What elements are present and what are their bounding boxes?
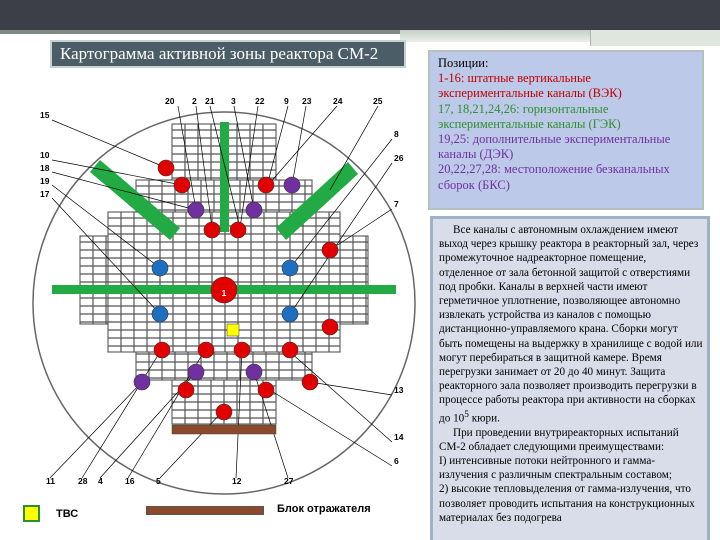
vek-channel <box>258 382 274 398</box>
description-p1-sup: 5 <box>464 409 469 420</box>
positions-legend <box>428 50 704 210</box>
label-4: 4 <box>98 476 103 486</box>
label-25: 25 <box>373 96 383 106</box>
label-11: 11 <box>46 476 55 486</box>
vek-channel <box>230 222 246 238</box>
vek-channel <box>322 242 338 258</box>
description-paragraph-1 <box>439 223 703 426</box>
vek-channel <box>258 177 274 193</box>
bks-position <box>282 260 298 276</box>
label-16: 16 <box>125 476 135 486</box>
slide-title: Картограмма активной зоны реактора СМ-2 <box>50 40 406 68</box>
positions-vek: 1-16: штатные вертикальные экспериментальные каналы (ВЭК) <box>438 71 622 101</box>
label-23: 23 <box>302 96 312 106</box>
positions-gek: 17, 18,21,24,26: горизонтальные экспериментальные каналы (ГЭК) <box>438 101 621 131</box>
dek-channel <box>188 364 204 380</box>
bottom-labels <box>46 476 294 486</box>
label-28: 28 <box>78 476 88 486</box>
bks-position <box>152 260 168 276</box>
leader-line <box>268 106 337 185</box>
description-panel <box>430 216 710 540</box>
reflector-legend-swatch <box>146 506 264 515</box>
description-list-item-1: I) интенсивные потоки нейтронного и гамма-излучения с различным спектральным составом; <box>439 454 672 482</box>
dek-channel <box>284 177 300 193</box>
leader-line <box>270 390 392 466</box>
description-p1-text: Все каналы с автономным охлаждением имеют выход через крышку реактора в реакторный зал, через промежуточное надреакторное помещение, отделенное от зала бетонной защитой с отверстиями под пробки. Каналы в верхней части имеют герметичное уплотнение, позволяющее автономно извлекать устройства из каналов с помощью дистанционно-управляемого крана. Сборки могут быть помещены на выдержку в хранилище с водой или могут перебираться в защитной камере. Время перегрузки занимает от 20 до 40 минут. Защита реакторного зала позволяет производить перегрузки в процессе работы реактора при активности на сборках до 10 <box>439 224 703 425</box>
label-3: 3 <box>231 96 236 106</box>
leader-line <box>292 106 306 185</box>
bks-position <box>282 306 298 322</box>
label-12: 12 <box>232 476 242 486</box>
fuel-assembly-legend-swatch <box>23 505 40 522</box>
label-9: 9 <box>284 96 289 106</box>
bks-position <box>152 306 168 322</box>
reflector-block-bottom <box>172 425 276 434</box>
vek-channel <box>216 404 232 420</box>
vek-channel <box>158 160 174 176</box>
label-21: 21 <box>205 96 215 106</box>
description-p1-end: кюри. <box>468 412 500 425</box>
positions-heading: Позиции: <box>438 56 489 70</box>
label-22: 22 <box>255 96 265 106</box>
dek-channel <box>246 202 262 218</box>
vek-channel <box>282 342 298 358</box>
label-24: 24 <box>333 96 343 106</box>
vek-channel <box>174 177 190 193</box>
vek-channel <box>322 319 338 335</box>
leader-line <box>290 352 392 442</box>
positions-bks: 20,22,27,28: местоположение безканальных сборок (БКС) <box>438 162 670 192</box>
leader-line <box>50 382 142 478</box>
label-15: 15 <box>40 110 50 120</box>
left-labels <box>40 110 50 199</box>
center-channel-label: 1 <box>221 288 227 298</box>
dek-channel <box>134 374 150 390</box>
description-paragraph-2: При проведении внутриреакторных испытаний СМ-2 обладает следующими преимуществами: <box>439 426 679 453</box>
description-list-item-2: 2) высокие тепловыделения от гамма-излучения, что позволяет проводить испытания на конструкционных материалах без подогрева <box>439 483 695 524</box>
positions-dek: 19,25: дополнительные экспериментальные каналы (ДЭК) <box>438 132 671 162</box>
label-2: 2 <box>192 96 197 106</box>
label-7: 7 <box>394 199 399 209</box>
label-13: 13 <box>394 385 404 395</box>
label-26: 26 <box>394 153 404 163</box>
label-5: 5 <box>156 476 161 486</box>
leader-line <box>52 120 162 166</box>
label-14: 14 <box>394 432 404 442</box>
label-27: 27 <box>284 476 294 486</box>
fuel-assembly-legend-label: ТВС <box>56 508 79 520</box>
label-19: 19 <box>40 176 50 186</box>
leader-line <box>82 352 160 478</box>
vek-channel <box>178 382 194 398</box>
label-17: 17 <box>40 189 50 199</box>
vek-channel <box>198 342 214 358</box>
vek-channel <box>204 222 220 238</box>
vek-channel <box>302 374 318 390</box>
label-8: 8 <box>394 129 399 139</box>
vek-channel <box>234 342 250 358</box>
label-6: 6 <box>394 456 399 466</box>
leader-line <box>310 382 392 395</box>
fuel-assembly-marker <box>227 324 239 336</box>
label-20: 20 <box>165 96 175 106</box>
label-10: 10 <box>40 150 50 160</box>
top-decor-tab-small <box>590 30 720 46</box>
label-18: 18 <box>40 163 50 173</box>
dek-channel <box>246 364 262 380</box>
vek-channel <box>154 342 170 358</box>
top-labels <box>165 96 383 106</box>
dek-channel <box>188 202 204 218</box>
right-labels <box>394 129 404 466</box>
reflector-legend-label: Блок отражателя <box>277 503 371 515</box>
